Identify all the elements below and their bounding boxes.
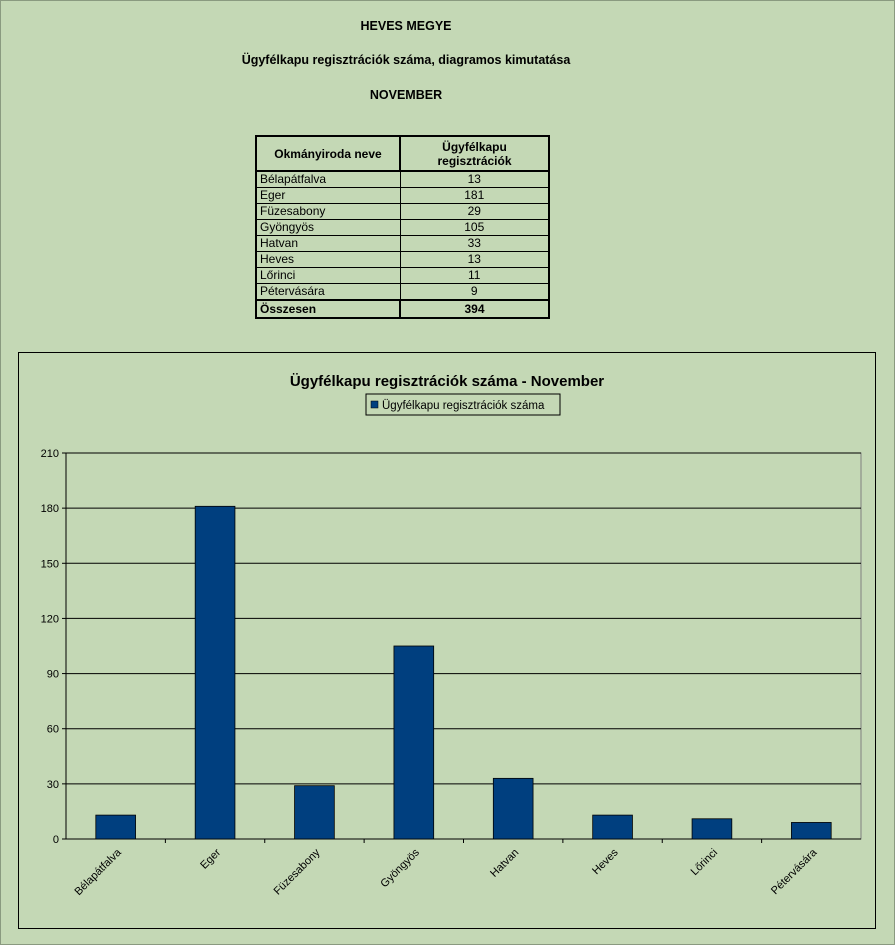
bar <box>593 815 633 839</box>
registration-count: 105 <box>400 220 549 236</box>
bar <box>791 822 831 839</box>
chart-legend <box>366 394 560 415</box>
chart-title: Ügyfélkapu regisztrációk száma - November <box>289 373 605 390</box>
column-header-registrations <box>400 136 549 171</box>
table-row <box>256 220 549 236</box>
column-header-line2: regisztrációk <box>437 153 512 168</box>
y-tick-label: 30 <box>46 778 59 791</box>
month-heading: NOVEMBER <box>369 88 443 102</box>
table-total-row <box>256 300 549 318</box>
total-label: Összesen <box>256 300 400 318</box>
table-row <box>256 188 549 204</box>
x-tick-label: Eger <box>198 846 224 872</box>
table-body <box>256 171 549 318</box>
table-header-row <box>256 136 549 171</box>
y-tick-label: 180 <box>40 503 59 516</box>
x-tick-label: Füzesabony <box>271 846 323 898</box>
registration-count: 13 <box>400 252 549 268</box>
registrations-table <box>255 135 550 319</box>
county-heading: HEVES MEGYE <box>360 19 452 33</box>
office-name: Füzesabony <box>256 204 400 220</box>
chart-area <box>18 352 876 929</box>
y-tick-label: 0 <box>52 834 59 846</box>
legend-swatch <box>371 401 378 408</box>
bar <box>295 786 335 839</box>
plot-area <box>41 448 861 898</box>
bar <box>692 819 732 839</box>
x-tick-label: Pétervására <box>769 846 820 898</box>
x-tick-label: Bélapátfalva <box>72 846 124 898</box>
registration-count: 9 <box>400 284 549 301</box>
x-tick-label: Gyöngyös <box>378 846 422 891</box>
office-name: Lőrinci <box>256 268 400 284</box>
x-tick-label: Heves <box>590 846 621 878</box>
registration-count: 13 <box>400 171 549 188</box>
registration-count: 33 <box>400 236 549 252</box>
column-header-line1: Ügyfélkapu <box>442 139 507 154</box>
bar <box>394 646 434 839</box>
bar-chart <box>19 353 875 928</box>
plot-border <box>66 453 861 839</box>
table-row <box>256 252 549 268</box>
office-name: Bélapátfalva <box>256 171 400 188</box>
column-header-office: Okmányiroda neve <box>256 136 400 171</box>
y-tick-label: 120 <box>40 613 59 626</box>
table-row <box>256 171 549 188</box>
table-row <box>256 204 549 220</box>
office-name: Gyöngyös <box>256 220 400 236</box>
bar <box>195 506 235 839</box>
y-tick-label: 210 <box>40 448 59 460</box>
office-name: Hatvan <box>256 236 400 252</box>
table-row <box>256 284 549 301</box>
registration-count: 181 <box>400 188 549 204</box>
office-name: Heves <box>256 252 400 268</box>
y-tick-label: 60 <box>46 723 59 736</box>
registration-count: 11 <box>400 268 549 284</box>
bar <box>96 815 136 839</box>
y-tick-label: 150 <box>40 558 59 571</box>
bar <box>493 778 533 839</box>
x-tick-label: Hatvan <box>488 846 522 880</box>
office-name: Eger <box>256 188 400 204</box>
report-subtitle: Ügyfélkapu regisztrációk száma, diagramos kimutatása <box>241 53 571 67</box>
x-tick-label: Lőrinci <box>688 846 721 879</box>
legend-label: Ügyfélkapu regisztrációk száma <box>382 400 545 412</box>
y-tick-label: 90 <box>46 668 59 681</box>
registration-count: 29 <box>400 204 549 220</box>
table-row <box>256 236 549 252</box>
table-row <box>256 268 549 284</box>
total-value: 394 <box>400 300 549 318</box>
office-name: Pétervására <box>256 284 400 301</box>
